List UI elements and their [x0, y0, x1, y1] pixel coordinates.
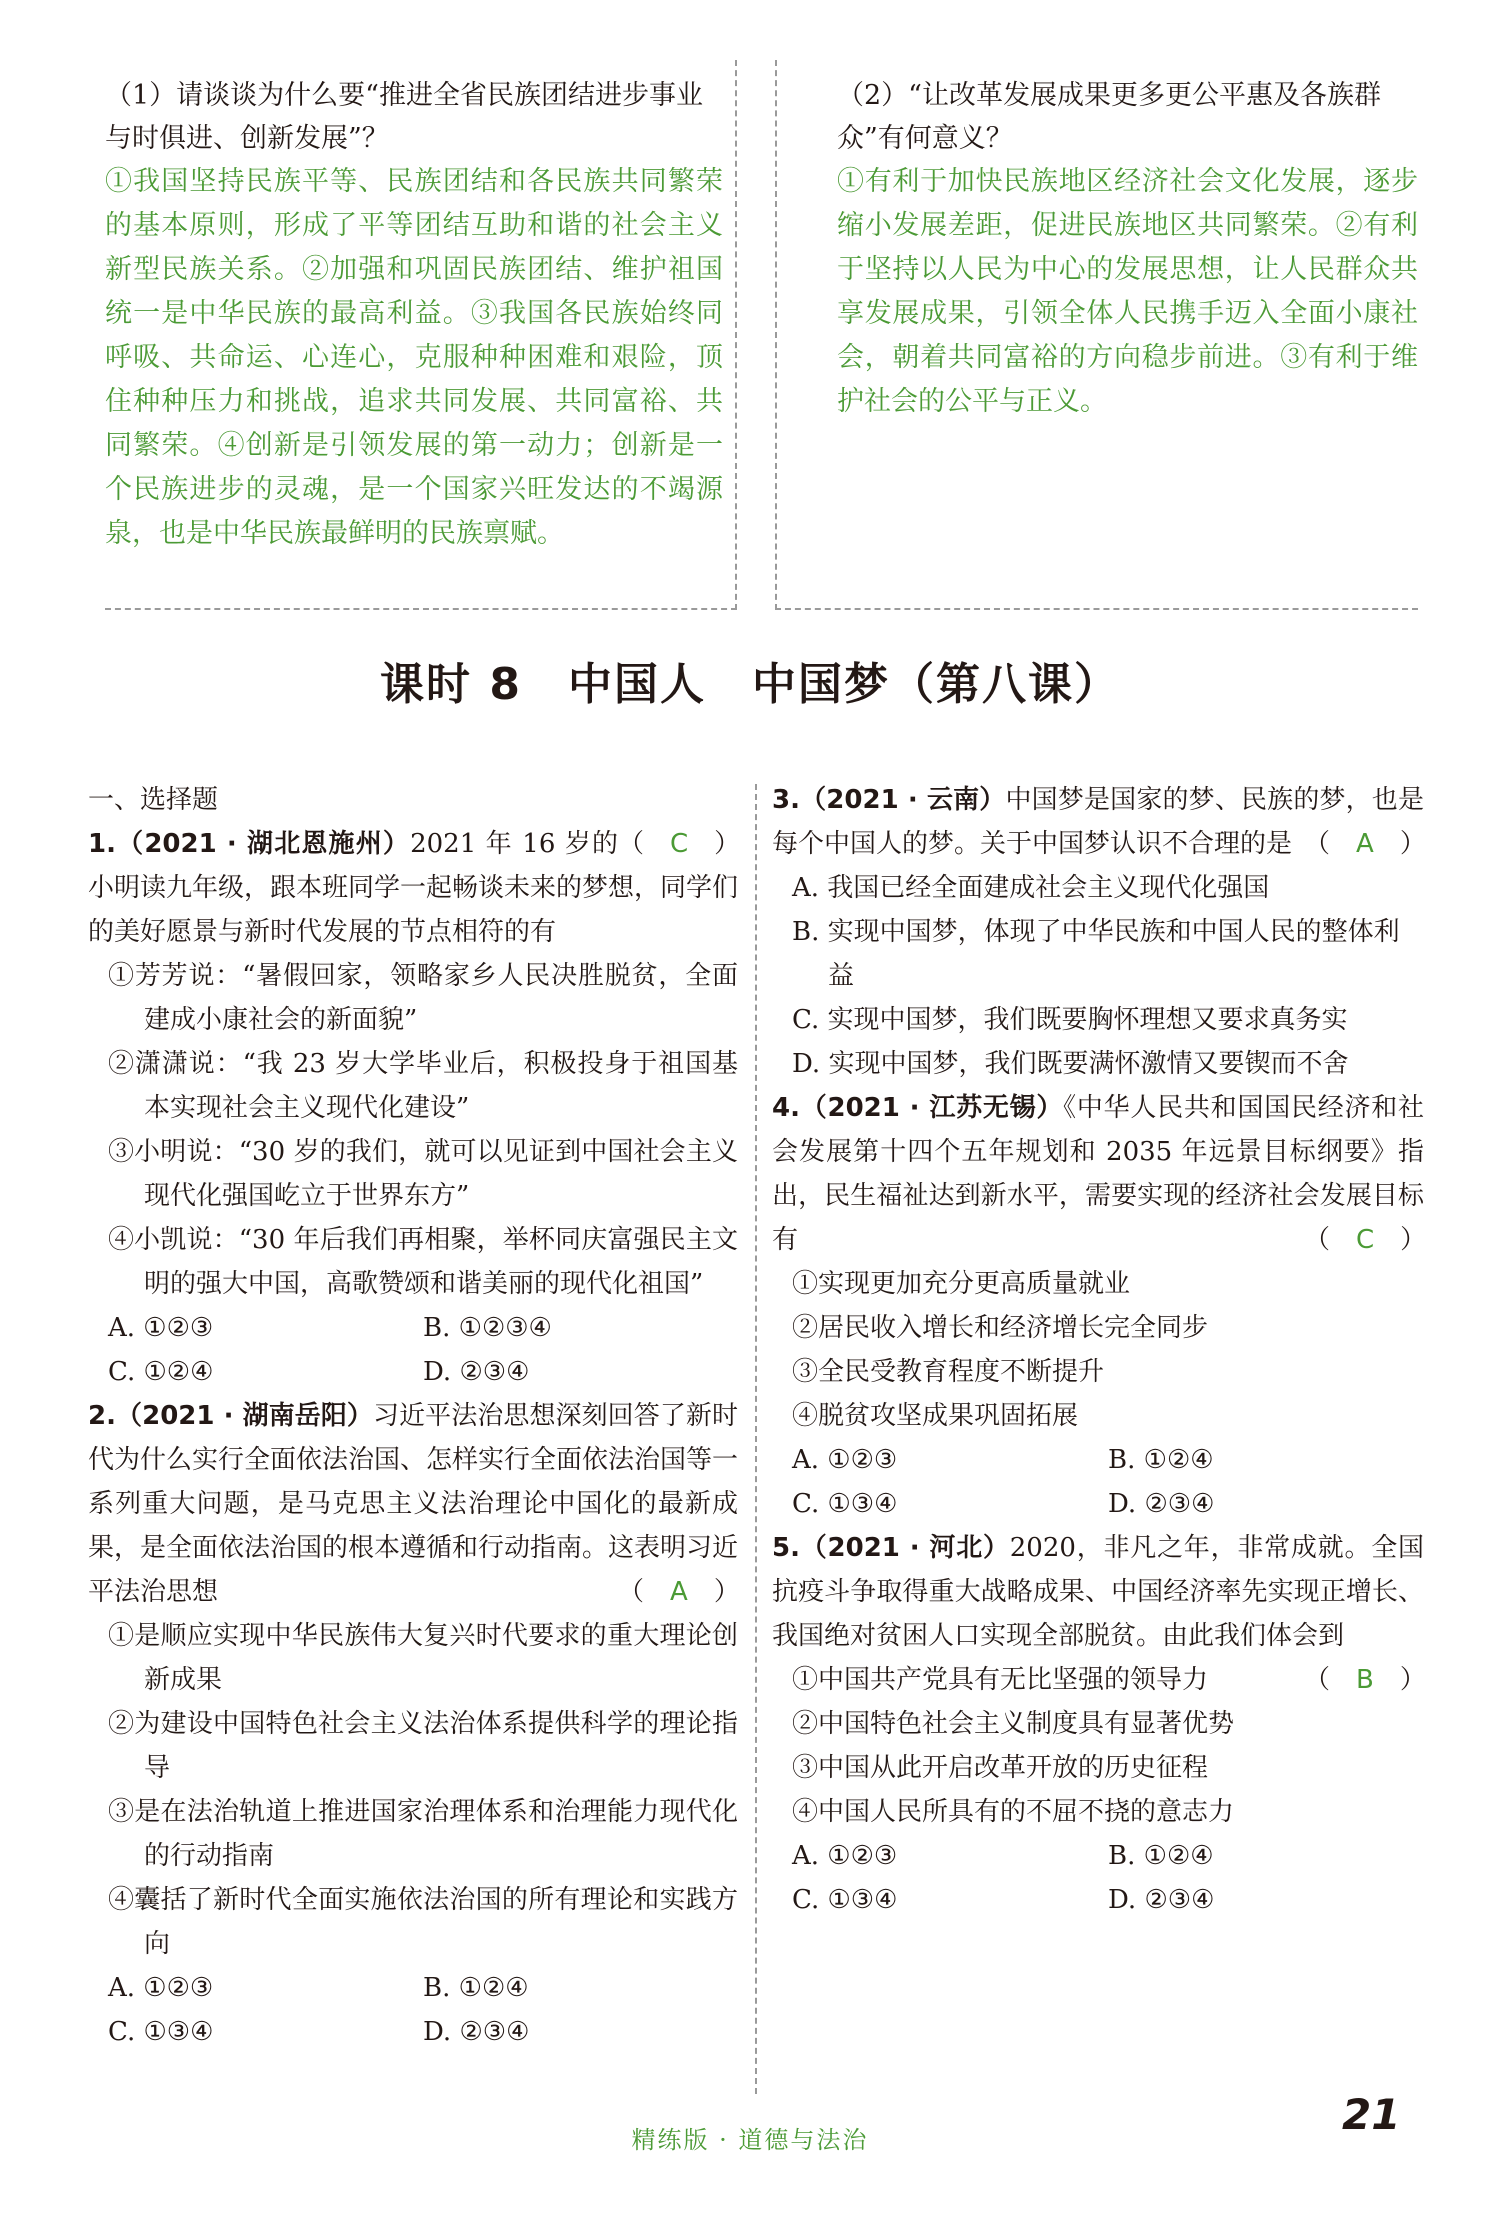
statement: ②中国特色社会主义制度具有显著优势	[792, 1709, 1235, 1739]
question-item-4	[772, 1086, 1427, 1526]
option-c: C. ①②④	[108, 1357, 214, 1387]
option-a: A. 我国已经全面建成社会主义现代化强国	[792, 873, 1270, 903]
statement: ①实现更加充分更高质量就业	[792, 1269, 1131, 1299]
question-1-answer: ①我国坚持民族平等、民族团结和各民族共同繁荣的基本原则，形成了平等团结互助和谐的社会主义新型民族关系。②加强和巩固民族团结、维护祖国统一是中华民族的最高利益。③我国各民族始终同呼吸、共命运、心连心，克服种种困难和艰险，顶住种种压力和挑战，追求共同发展、共同富裕、共同繁荣。④创新是引领发展的第一动力；创新是一个民族进步的灵魂，是一个国家兴旺发达的不竭源泉，也是中华民族最鲜明的民族禀赋。	[105, 166, 723, 549]
option-d: D. ②③④	[423, 1357, 530, 1387]
option-b: B. ①②④	[1108, 1445, 1214, 1475]
answer-letter: A	[670, 1577, 688, 1607]
answer-letter: C	[1356, 1225, 1375, 1255]
answer-bracket: （ C ）	[618, 829, 741, 859]
answer-box-left	[105, 60, 737, 610]
question-text: 《中华人民共和国国民经济和社会发展第十四个五年规划和 2035 年远景目标纲要》指出，民生福祉达到新水平，需要实现的经济社会发展目标有	[772, 1093, 1424, 1255]
option-c: C. 实现中国梦，我们既要胸怀理想又要求真务实	[792, 1005, 1348, 1035]
page-number: 21	[1342, 2090, 1401, 2139]
question-text: 2020，非凡之年，非常成就。全国抗疫斗争取得重大战略成果、中国经济率先实现正增长、我国绝对贫困人口实现全部脱贫。由此我们体会到	[772, 1533, 1424, 1651]
question-item-5	[772, 1526, 1424, 1922]
question-number: 4.	[772, 1093, 800, 1123]
lesson-title: 课时 8 中国人 中国梦（第八课）	[380, 659, 1120, 710]
right-column	[772, 778, 1427, 1922]
statement: ③中国从此开启改革开放的历史征程	[792, 1753, 1209, 1783]
option-b: B. 实现中国梦，体现了中华民族和中国人民的整体利益	[792, 917, 1400, 991]
question-item-3	[772, 778, 1424, 1086]
answer-bracket: （ A ）	[618, 1577, 740, 1607]
question-item-2	[88, 1394, 738, 2054]
option-c: C. ①③④	[108, 2017, 214, 2047]
page-footer: 精练版 · 道德与法治	[631, 2126, 869, 2154]
option-b: B. ①②③④	[423, 1313, 552, 1343]
question-source: （2021 · 湖南岳阳）	[115, 1401, 373, 1431]
option-a: A. ①②③	[108, 1313, 214, 1343]
option-c: C. ①③④	[792, 1489, 898, 1519]
question-number: 5.	[772, 1533, 800, 1563]
option-a: A. ①②③	[792, 1841, 898, 1871]
options-grid	[772, 1834, 1424, 1922]
option-d: D. 实现中国梦，我们既要满怀激情又要锲而不舍	[792, 1049, 1349, 1079]
statement: ④中国人民所具有的不屈不挠的意志力	[792, 1797, 1235, 1827]
question-2-answer: ①有利于加快民族地区经济社会文化发展，逐步缩小发展差距，促进民族地区共同繁荣。②有利于坚持以人民为中心的发展思想，让人民群众共享发展成果，引领全体人民携手迈入全面小康社会，朝着共同富裕的方向稳步前进。③有利于维护社会的公平与正义。	[837, 166, 1418, 417]
statement: ④囊括了新时代全面实施依法治国的所有理论和实践方向	[108, 1885, 738, 1959]
options-grid	[88, 1306, 738, 1394]
question-source: （2021 · 湖北恩施州）	[115, 829, 411, 859]
statement: ③是在法治轨道上推进国家治理体系和治理能力现代化的行动指南	[108, 1797, 738, 1871]
statement: ②为建设中国特色社会主义法治体系提供科学的理论指导	[108, 1709, 738, 1783]
question-text: 2021 年 16 岁的小明读九年级，跟本班同学一起畅谈未来的梦想，同学们的美好愿景与新时代发展的节点相符的有	[88, 829, 739, 947]
option-d: D. ②③④	[1108, 1885, 1215, 1915]
question-stem	[772, 1086, 1427, 1262]
options-grid	[772, 1438, 1424, 1526]
question-source: （2021 · 江苏无锡）	[799, 1093, 1064, 1123]
statement: ③小明说：“30 岁的我们，就可以见证到中国社会主义现代化强国屹立于世界东方”	[108, 1137, 738, 1211]
question-source: （2021 · 云南）	[799, 785, 1006, 815]
statement: ②居民收入增长和经济增长完全同步	[792, 1313, 1209, 1343]
answer-letter: C	[670, 829, 689, 859]
option-a: A. ①②③	[108, 1973, 214, 2003]
question-source: （2021 · 河北）	[799, 1533, 1010, 1563]
option-d: D. ②③④	[1108, 1489, 1215, 1519]
answer-letter: B	[1356, 1665, 1374, 1695]
question-number: 3.	[772, 785, 800, 815]
statement: ④小凯说：“30 年后我们再相聚，举杯同庆富强民主文明的强大中国，高歌赞颂和谐美丽的现代化祖国”	[108, 1225, 738, 1299]
option-b: B. ①②④	[1108, 1841, 1214, 1871]
question-2-prompt: （2）“让改革发展成果更多更公平惠及各族群众”有何意义？	[837, 80, 1381, 154]
statement: ④脱贫攻坚成果巩固拓展	[792, 1401, 1079, 1431]
option-d: D. ②③④	[423, 2017, 530, 2047]
answer-letter: A	[1356, 829, 1374, 859]
options-grid	[88, 1966, 738, 2054]
question-number: 2.	[88, 1401, 116, 1431]
question-stem	[88, 822, 741, 954]
statement: ③全民受教育程度不断提升	[792, 1357, 1105, 1387]
question-stem	[772, 778, 1424, 866]
question-text: 中国梦是国家的梦、民族的梦，也是每个中国人的梦。关于中国梦认识不合理的是	[772, 785, 1424, 859]
question-1-prompt: （1）请谈谈为什么要“推进全省民族团结进步事业与时俱进、创新发展”？	[105, 80, 703, 154]
statement: ①是顺应实现中华民族伟大复兴时代要求的重大理论创新成果	[108, 1621, 738, 1695]
option-a: A. ①②③	[792, 1445, 898, 1475]
question-text: 习近平法治思想深刻回答了新时代为什么实行全面依法治国、怎样实行全面依法治国等一系列重大问题，是马克思主义法治理论中国化的最新成果，是全面依法治国的根本遵循和行动指南。这表明习近平法治思想	[88, 1401, 739, 1607]
statement: ①芳芳说：“暑假回家，领略家乡人民决胜脱贫，全面建成小康社会的新面貌”	[108, 961, 738, 1035]
option-c: C. ①③④	[792, 1885, 898, 1915]
statement: ②潇潇说：“我 23 岁大学毕业后，积极投身于祖国基本实现社会主义现代化建设”	[108, 1049, 738, 1123]
answer-bracket: （ C ）	[1304, 1225, 1427, 1255]
column-divider	[755, 784, 757, 2094]
option-b: B. ①②④	[423, 1973, 529, 2003]
question-number: 1.	[88, 829, 116, 859]
statement: ①中国共产党具有无比坚强的领导力	[792, 1665, 1209, 1695]
question-item-1	[88, 822, 741, 1394]
section-heading: 一、选择题	[88, 785, 219, 815]
answer-box-right	[775, 60, 1418, 610]
answer-bracket: （ B ）	[1304, 1665, 1426, 1695]
question-stem	[88, 1394, 738, 1614]
left-column	[88, 778, 741, 2054]
answer-bracket: （ A ）	[1304, 829, 1426, 859]
